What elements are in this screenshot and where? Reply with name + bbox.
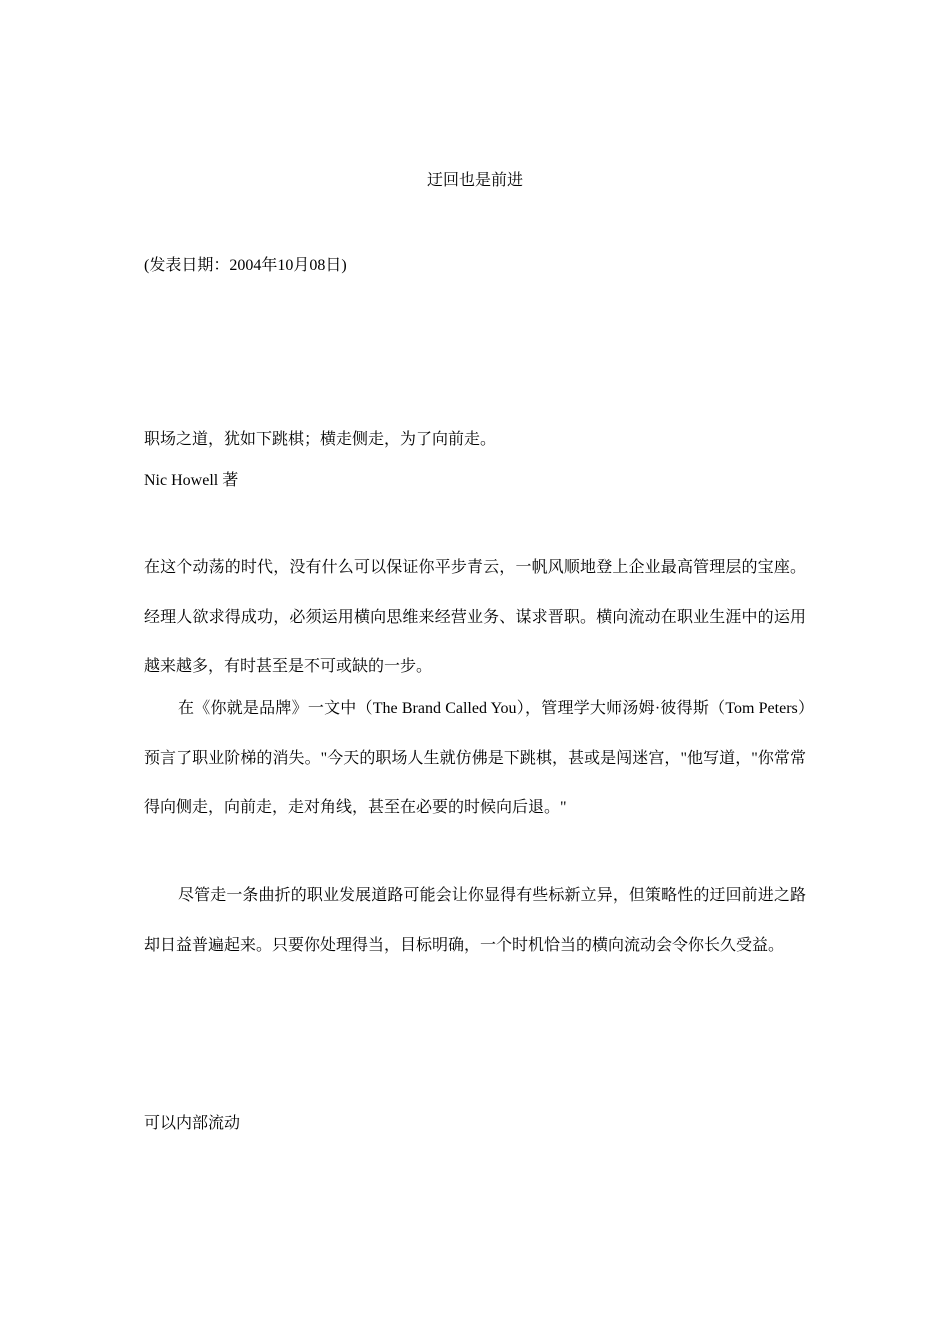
document-title: 迂回也是前进 <box>426 172 523 189</box>
body-paragraph-3: 尽管走一条曲折的职业发展道路可能会让你显得有些标新立异，但策略性的迂回前进之路却日益普遍起来。只要你处理得当，目标明确，一个时机恰当的横向流动会令你长久受益。 <box>144 887 806 954</box>
document-subtitle: 职场之道，犹如下跳棋；横走侧走，为了向前走。 <box>144 431 497 448</box>
body-paragraph-1: 在这个动荡的时代，没有什么可以保证你平步青云，一帆风顺地登上企业最高管理层的宝座。经理人欲求得成功，必须运用横向思维来经营业务、谋求晋职。横向流动在职业生涯中的运用越来越多，有时甚至是不可或缺的一步。 <box>144 559 806 675</box>
author-line: Nic Howell 著 <box>144 472 239 489</box>
publish-date: (发表日期：2004年10月08日) <box>144 257 347 274</box>
body-paragraph-2: 在《你就是品牌》一文中（The Brand Called You），管理学大师汤姆·彼得斯（Tom Peters）预言了职业阶梯的消失。"今天的职场人生就仿佛是下跳棋，甚或是闯迷宫，"他写道，"你常常得向侧走，向前走，走对角线，甚至在必要的时候向后退。" <box>144 700 806 816</box>
section-heading: 可以内部流动 <box>144 1115 241 1132</box>
